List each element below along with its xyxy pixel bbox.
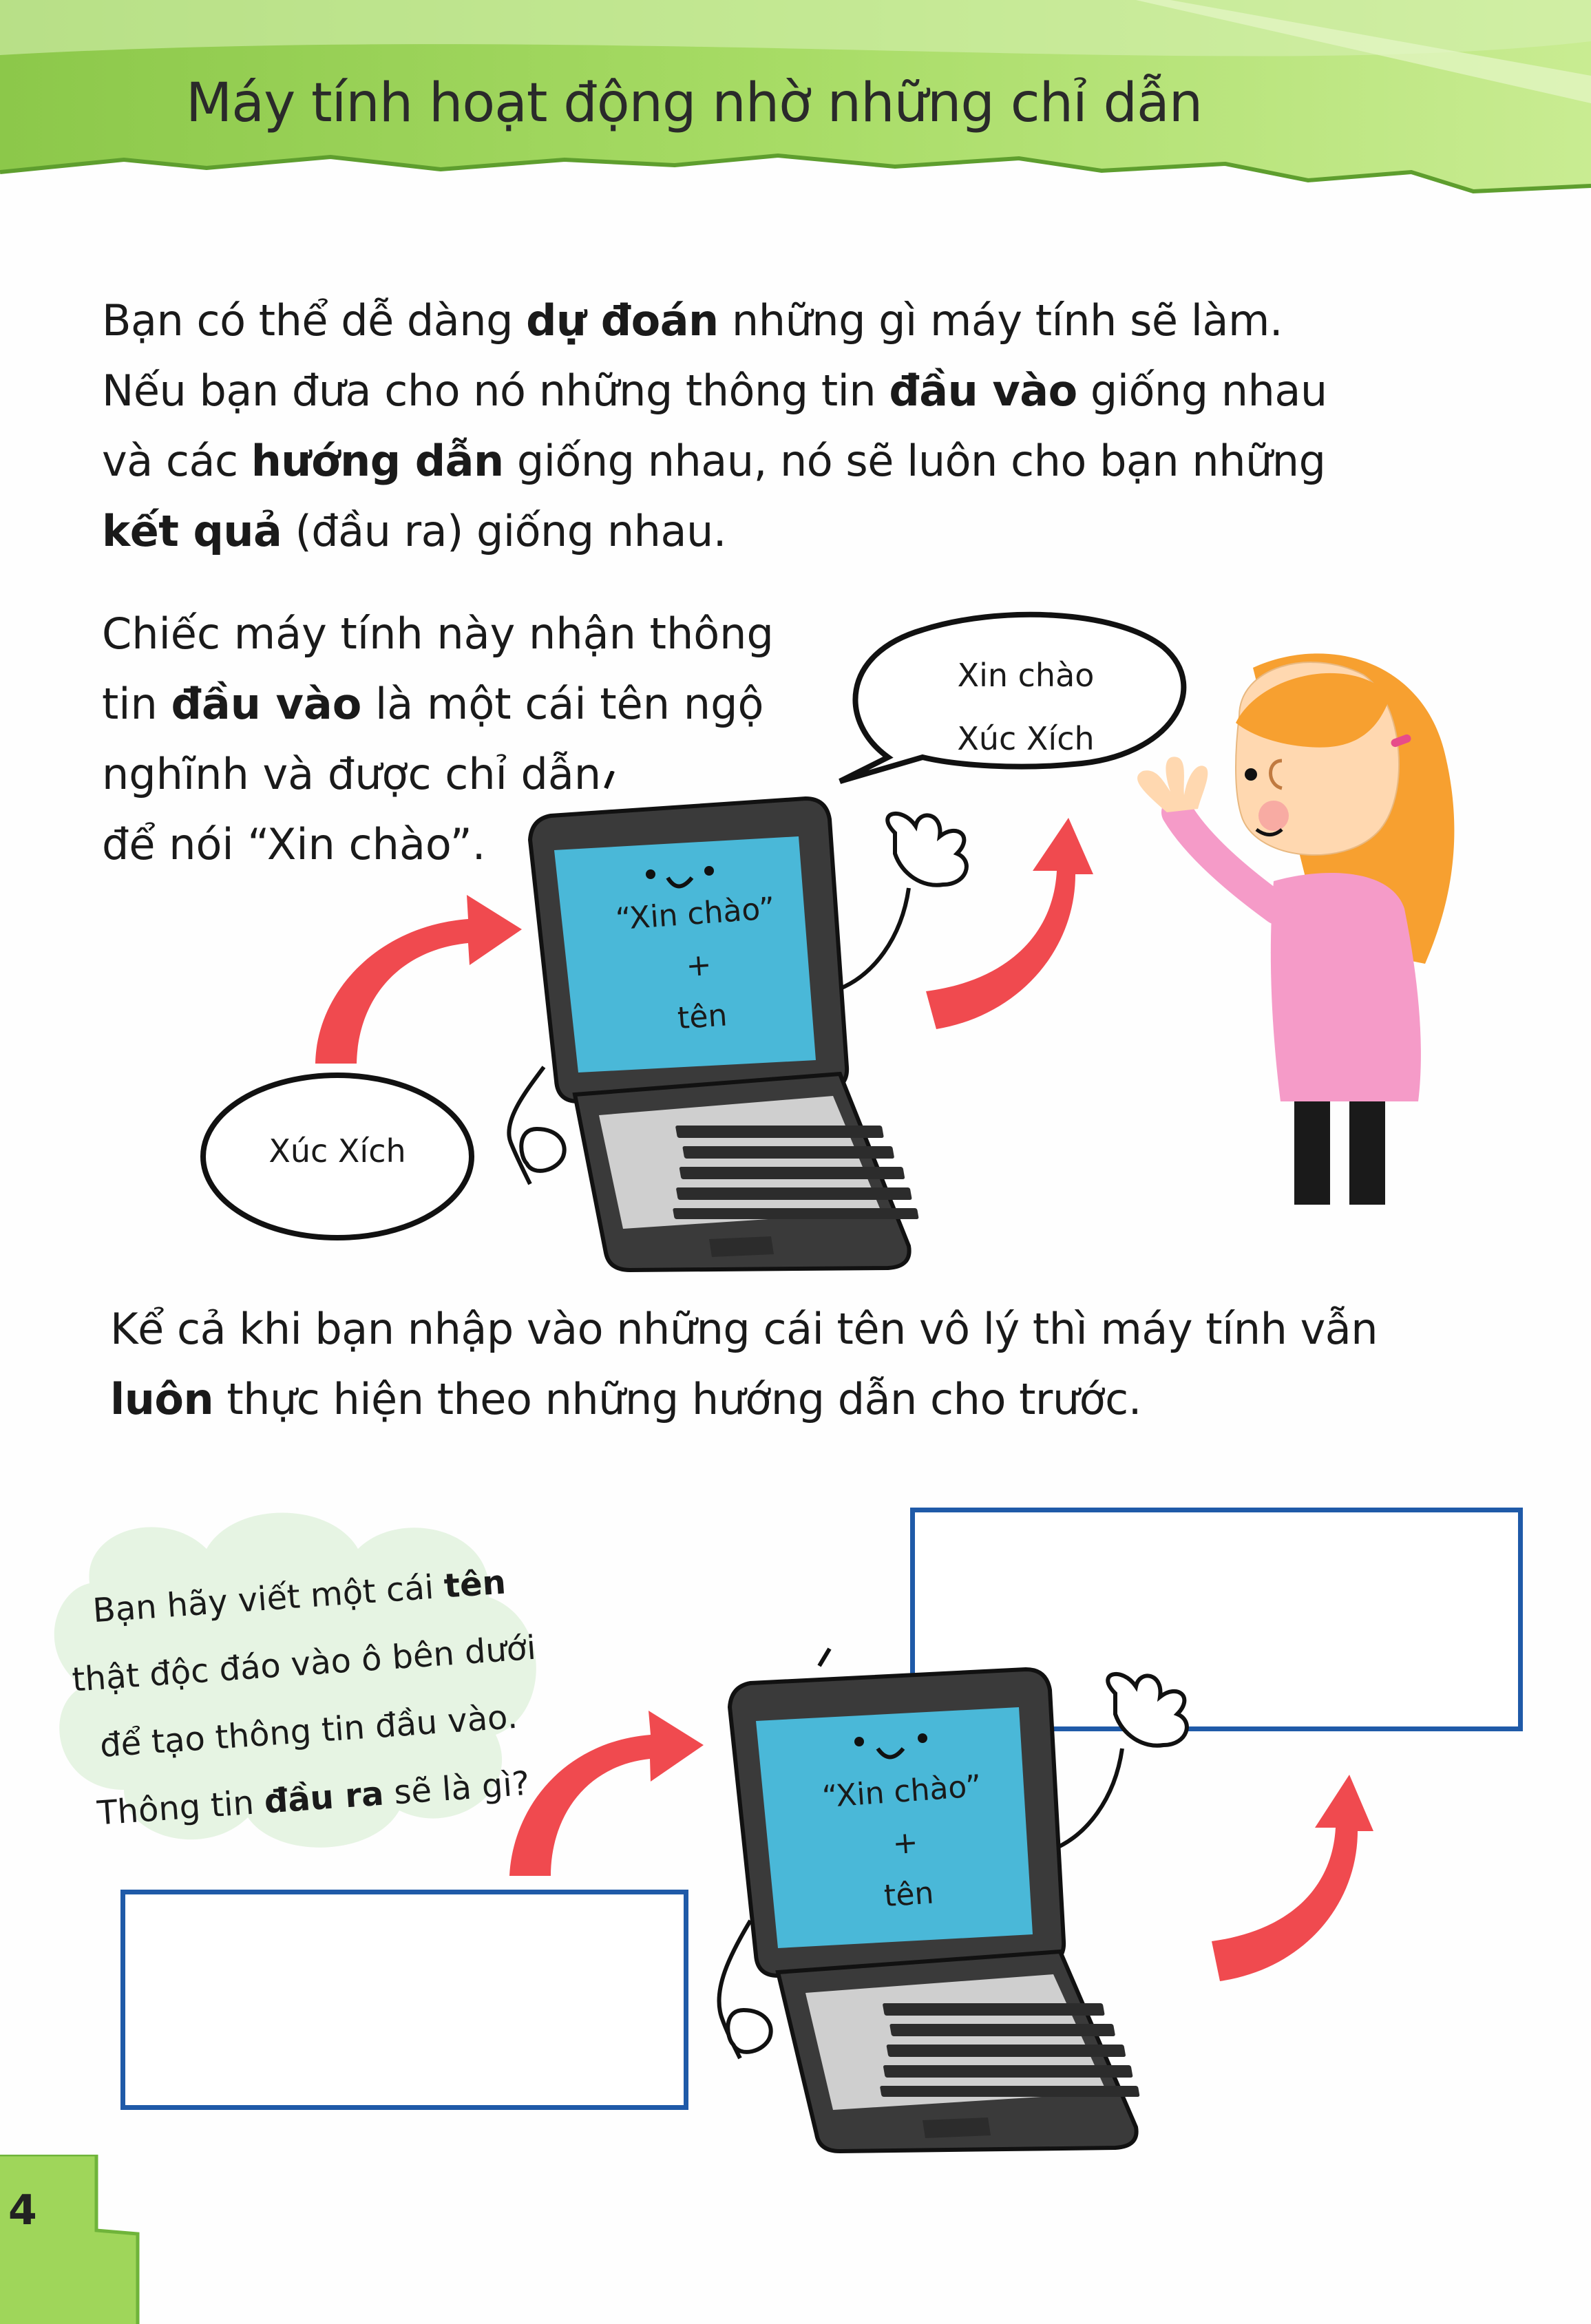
intro-line-2 — [102, 356, 1327, 426]
prompt-line-3: để tạo thông tin đầu vào. — [98, 1697, 519, 1766]
activity-screen-line-2: + — [891, 1824, 920, 1862]
page-number-tab — [0, 2155, 151, 2324]
activity-laptop-screen-text — [797, 1759, 1014, 1927]
output-bubble-line-2: Xúc Xích — [957, 720, 1095, 757]
intro-line3-a: và các — [102, 436, 251, 486]
prompt-text — [56, 1546, 556, 1849]
prompt-line1-a: Bạn hãy viết một cái — [91, 1567, 446, 1631]
output-bubble-line-1: Xin chào — [957, 657, 1095, 694]
example-line2-c: là một cái tên ngộ — [361, 679, 764, 729]
activity-screen-line-1: “Xin chào” — [821, 1768, 983, 1815]
activity-screen-line-3: tên — [883, 1875, 936, 1914]
page-number: 4 — [8, 2186, 37, 2235]
prompt-line4-a: Thông tin — [96, 1782, 266, 1833]
intro-line4-b: (đầu ra) giống nhau. — [282, 506, 726, 556]
middle-line2-bold: luôn — [110, 1374, 214, 1424]
activity-input-arrow-icon — [503, 1693, 709, 1879]
activity-laptop-hand-right — [1046, 1674, 1187, 1852]
laptop-hand-right — [833, 814, 967, 991]
example-line2-a: tin — [102, 679, 171, 729]
example-line-2 — [102, 669, 774, 739]
intro-line2-bold: đầu vào — [889, 366, 1077, 416]
intro-line2-a: Nếu bạn đưa cho nó những thông tin — [102, 366, 889, 416]
intro-paragraph — [102, 286, 1327, 567]
intro-line-4 — [102, 496, 1327, 567]
example-line-3: nghĩnh và được chỉ dẫn — [102, 749, 602, 799]
example-line2-bold: đầu vào — [171, 679, 362, 729]
intro-line4-bold: kết quả — [102, 506, 282, 556]
screen-line-2: + — [684, 947, 713, 984]
intro-line1-bold: dự đoán — [526, 295, 719, 346]
prompt-line1-bold: tên — [443, 1563, 507, 1606]
intro-line-1 — [102, 286, 1327, 356]
page-title: Máy tính hoạt động nhờ những chỉ dẫn — [186, 72, 1203, 134]
screen-line-3: tên — [676, 997, 729, 1037]
prompt-line-2: thật độc đáo vào ô bên dưới — [70, 1628, 538, 1700]
middle-paragraph — [110, 1294, 1378, 1435]
intro-line1-c: những gì máy tính sẽ làm. — [718, 295, 1283, 346]
middle-line-2 — [110, 1364, 1378, 1435]
intro-line2-c: giống nhau — [1077, 366, 1327, 416]
intro-line-3 — [102, 426, 1327, 496]
laptop-screen-text — [591, 881, 808, 1050]
intro-line1-a: Bạn có thể dễ dàng — [102, 295, 527, 346]
input-bubble-text: Xúc Xích — [268, 1132, 406, 1170]
name-input-box[interactable] — [120, 1890, 688, 2110]
example-line-4: để nói “Xin chào”. — [102, 819, 486, 869]
prompt-line4-bold: đầu ra — [262, 1774, 386, 1821]
middle-line-1: Kể cả khi bạn nhập vào những cái tên vô lý thì máy tính vẫn — [110, 1304, 1378, 1354]
screen-line-1: “Xin chào” — [614, 891, 777, 938]
intro-line3-bold: hướng dẫn — [251, 436, 504, 486]
intro-line3-c: giống nhau, nó sẽ luôn cho bạn những — [503, 436, 1326, 486]
prompt-line4-c: sẽ là gì? — [382, 1764, 531, 1813]
girl-illustration — [1102, 620, 1473, 1205]
example-line-1: Chiếc máy tính này nhận thông — [102, 609, 774, 659]
middle-line2-b: thực hiện theo những hướng dẫn cho trước. — [213, 1374, 1141, 1424]
